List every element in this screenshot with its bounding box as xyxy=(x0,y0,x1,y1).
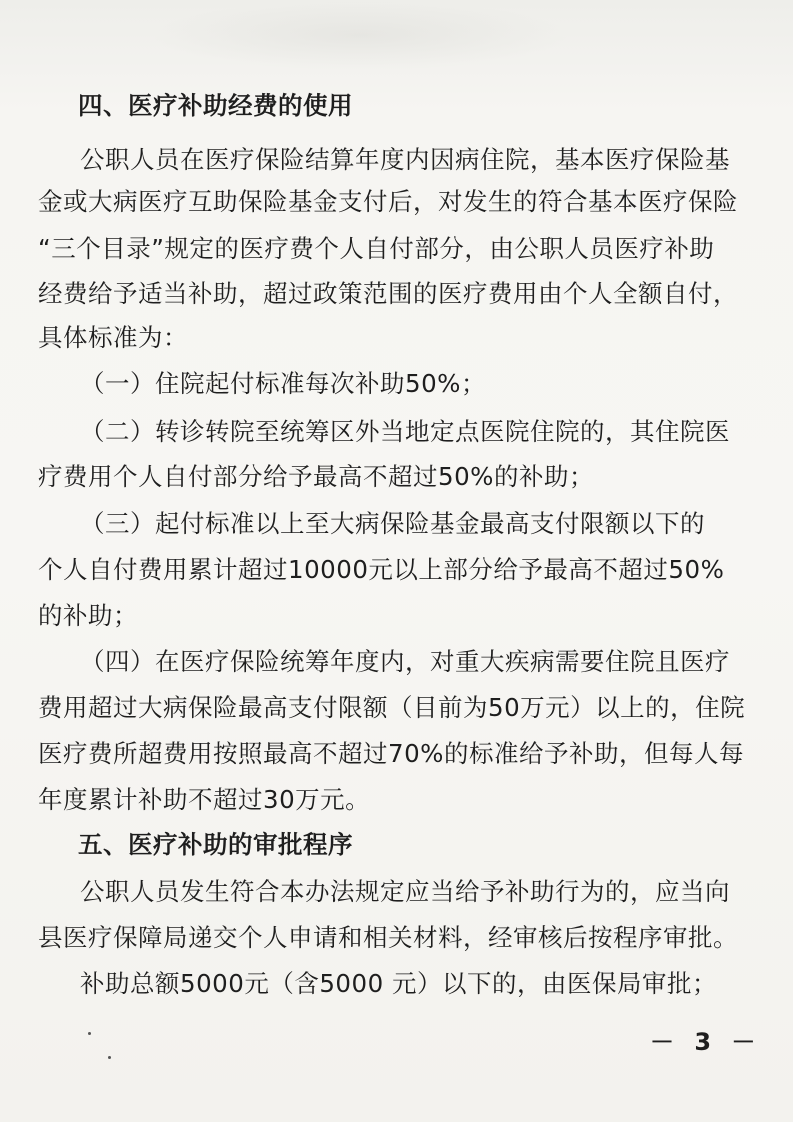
scan-bleed-through xyxy=(150,0,570,70)
section-5-heading: 五、医疗补助的审批程序 xyxy=(78,830,353,859)
paragraph-line: 经费给予适当补助，超过政策范围的医疗费用由个人全额自付， xyxy=(38,279,738,308)
list-item-continuation: 费用超过大病保险最高支付限额（目前为50万元）以上的，住院 xyxy=(38,693,746,722)
list-item-continuation: 年度累计补助不超过30万元。 xyxy=(38,785,371,814)
section-4-heading: 四、医疗补助经费的使用 xyxy=(78,91,353,120)
list-item: （四）在医疗保险统筹年度内，对重大疾病需要住院且医疗 xyxy=(80,647,730,676)
scan-speck xyxy=(108,1056,111,1059)
list-item-continuation: 疗费用个人自付部分给予最高不超过50%的补助； xyxy=(38,462,594,491)
paragraph-line: 具体标准为： xyxy=(38,323,188,352)
paragraph-line: “三个目录”规定的医疗费个人自付部分，由公职人员医疗补助 xyxy=(38,234,715,263)
list-item-continuation: 医疗费所超费用按照最高不超过70%的标准给予补助，但每人每 xyxy=(38,739,744,768)
paragraph-line: 县医疗保障局递交个人申请和相关材料，经审核后按程序审批。 xyxy=(38,923,738,952)
list-item: （一）住院起付标准每次补助50%； xyxy=(80,369,486,398)
paragraph-line: 金或大病医疗互助保险基金支付后，对发生的符合基本医疗保险 xyxy=(38,187,738,216)
scan-speck xyxy=(88,1032,91,1035)
paragraph-line: 公职人员发生符合本办法规定应当给予补助行为的，应当向 xyxy=(80,877,730,906)
page-number: － 3 － xyxy=(650,1028,762,1056)
list-item: （三）起付标准以上至大病保险基金最高支付限额以下的 xyxy=(80,509,705,538)
paragraph-line: 公职人员在医疗保险结算年度内因病住院，基本医疗保险基 xyxy=(80,145,730,174)
list-item-continuation: 个人自付费用累计超过10000元以上部分给予最高不超过50% xyxy=(38,555,725,584)
paragraph-line: 补助总额5000元（含5000 元）以下的，由医保局审批； xyxy=(80,969,717,998)
list-item: （二）转诊转院至统筹区外当地定点医院住院的，其住院医 xyxy=(80,417,730,446)
list-item-continuation: 的补助； xyxy=(38,601,138,630)
